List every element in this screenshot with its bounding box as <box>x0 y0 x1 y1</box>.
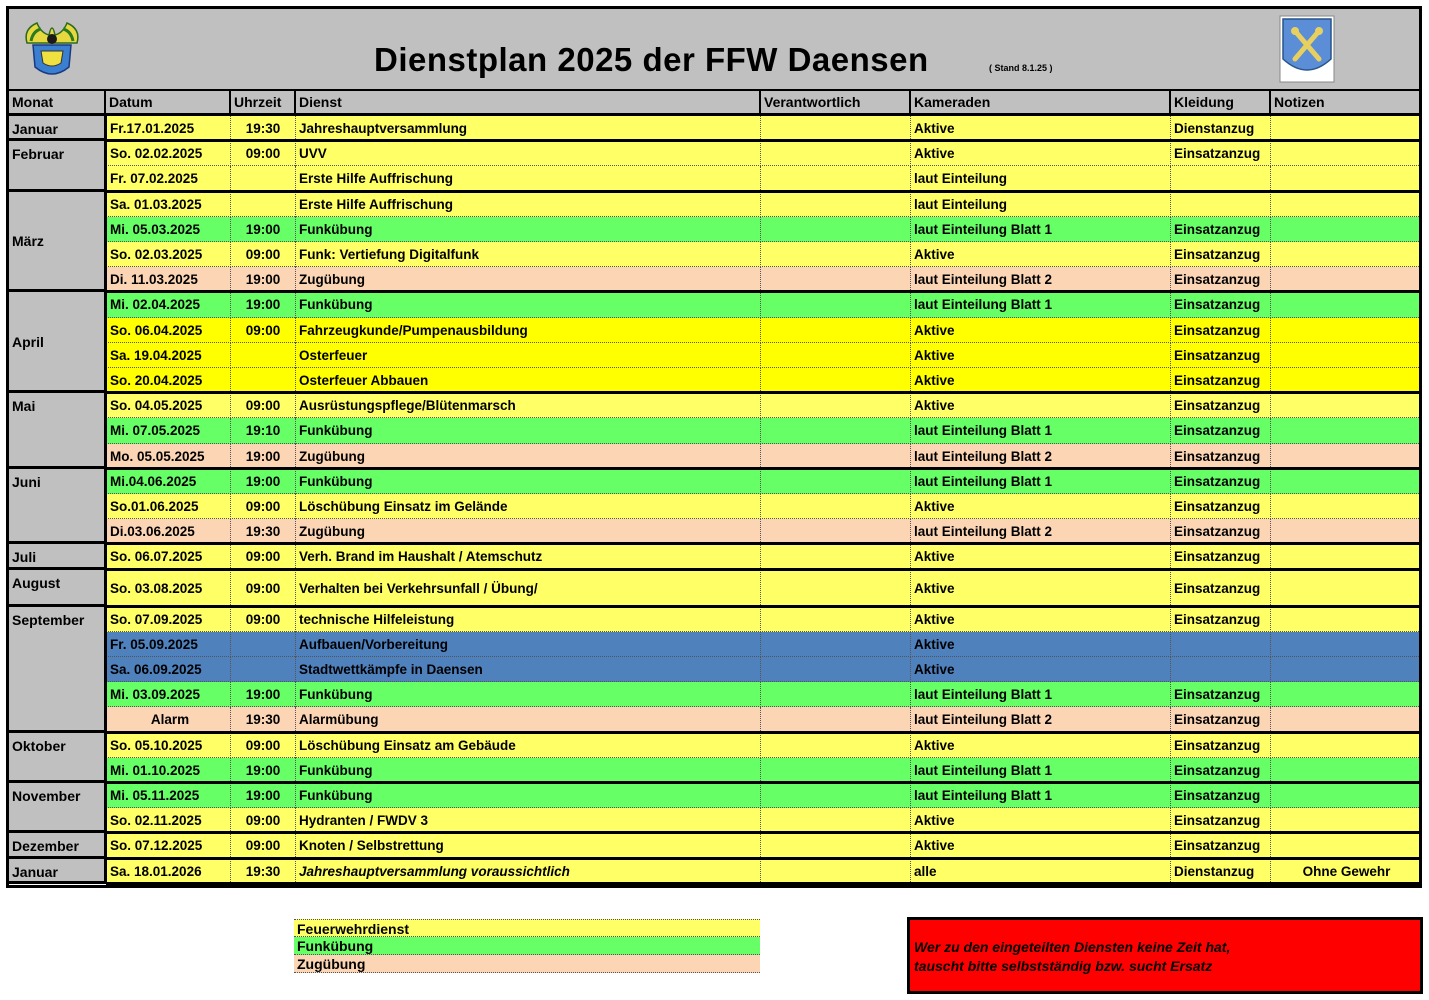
cell-uhrzeit: 09:00 <box>231 141 296 166</box>
cell-datum: Mo. 05.05.2025 <box>106 444 231 469</box>
cell-datum: Fr. 05.09.2025 <box>106 632 231 657</box>
cell-uhrzeit: 19:00 <box>231 292 296 317</box>
cell-verantwortlich <box>761 519 911 544</box>
dienstplan-sheet <box>6 6 1422 888</box>
table-row <box>106 292 1419 317</box>
cell-verantwortlich <box>761 494 911 519</box>
group-divider <box>106 467 1419 470</box>
cell-dienst: UVV <box>296 141 761 166</box>
cell-dienst: Zugübung <box>296 444 761 469</box>
month-label: Juli <box>9 544 106 569</box>
group-divider <box>106 568 1419 571</box>
cell-verantwortlich <box>761 758 911 783</box>
cell-kleidung: Einsatzanzug <box>1171 444 1271 469</box>
cell-kameraden: Aktive <box>911 318 1171 343</box>
cell-verantwortlich <box>761 444 911 469</box>
group-divider <box>106 781 1419 784</box>
cell-notizen <box>1271 368 1419 393</box>
cell-dienst: Löschübung Einsatz am Gebäude <box>296 733 761 758</box>
cell-dienst: Zugübung <box>296 267 761 292</box>
cell-kameraden: laut Einteilung <box>911 192 1171 217</box>
group-divider <box>106 605 1419 608</box>
cell-notizen <box>1271 242 1419 267</box>
cell-dienst: Fahrzeugkunde/Pumpenausbildung <box>296 318 761 343</box>
cell-verantwortlich <box>761 707 911 732</box>
cell-uhrzeit <box>231 368 296 393</box>
table-row <box>106 632 1419 657</box>
cell-uhrzeit: 09:00 <box>231 607 296 632</box>
table-row <box>106 707 1419 732</box>
cell-datum: Mi. 03.09.2025 <box>106 682 231 707</box>
cell-kameraden: Aktive <box>911 393 1171 418</box>
cell-uhrzeit: 09:00 <box>231 833 296 858</box>
cell-dienst: Funkübung <box>296 682 761 707</box>
cell-dienst: Stadtwettkämpfe in Daensen <box>296 657 761 682</box>
month-label: November <box>9 783 106 833</box>
table-row <box>106 166 1419 191</box>
cell-verantwortlich <box>761 318 911 343</box>
cell-uhrzeit: 19:00 <box>231 758 296 783</box>
cell-kleidung: Einsatzanzug <box>1171 393 1271 418</box>
cell-kameraden: laut Einteilung Blatt 2 <box>911 519 1171 544</box>
cell-dienst: Ausrüstungspflege/Blütenmarsch <box>296 393 761 418</box>
cell-dienst: Zugübung <box>296 519 761 544</box>
cell-kleidung <box>1171 192 1271 217</box>
header-verantwortlich: Verantwortlich <box>761 91 911 113</box>
cell-kameraden: Aktive <box>911 632 1171 657</box>
cell-dienst: Osterfeuer <box>296 343 761 368</box>
cell-datum: So. 04.05.2025 <box>106 393 231 418</box>
cell-verantwortlich <box>761 116 911 141</box>
district-crest-icon <box>1279 15 1335 83</box>
cell-kleidung: Dienstanzug <box>1171 859 1271 884</box>
cell-verantwortlich <box>761 242 911 267</box>
cell-datum: So. 07.12.2025 <box>106 833 231 858</box>
cell-notizen: Ohne Gewehr <box>1302 863 1391 879</box>
cell-uhrzeit: 09:00 <box>231 242 296 267</box>
cell-dienst: Funkübung <box>296 217 761 242</box>
cell-dienst: Erste Hilfe Auffrischung <box>296 166 761 191</box>
cell-datum: Mi. 02.04.2025 <box>106 292 231 317</box>
cell-datum: So. 02.11.2025 <box>106 808 231 833</box>
cell-kleidung: Einsatzanzug <box>1171 494 1271 519</box>
cell-dienst: Osterfeuer Abbauen <box>296 368 761 393</box>
cell-kleidung: Einsatzanzug <box>1171 758 1271 783</box>
cell-kleidung: Einsatzanzug <box>1171 544 1271 569</box>
cell-verantwortlich <box>761 859 911 884</box>
table-row <box>106 444 1419 469</box>
cell-kameraden: laut Einteilung Blatt 2 <box>911 444 1171 469</box>
cell-uhrzeit: 09:00 <box>231 494 296 519</box>
title-bar <box>9 9 1419 91</box>
table-row <box>106 783 1419 808</box>
cell-notizen <box>1271 833 1419 858</box>
cell-kameraden: alle <box>911 859 1171 884</box>
cell-uhrzeit: 09:00 <box>231 808 296 833</box>
cell-dienst: Funkübung <box>296 418 761 443</box>
cell-notizen <box>1271 141 1419 166</box>
cell-kameraden: laut Einteilung Blatt 1 <box>911 217 1171 242</box>
month-label: September <box>9 607 106 733</box>
cell-uhrzeit <box>231 192 296 217</box>
header-monat: Monat <box>9 91 106 113</box>
cell-notizen <box>1271 494 1419 519</box>
group-divider <box>106 139 1419 142</box>
cell-verantwortlich <box>761 783 911 808</box>
cell-notizen <box>1271 707 1419 732</box>
cell-notizen <box>1271 808 1419 833</box>
table-row <box>106 544 1419 569</box>
table-row <box>106 393 1419 418</box>
cell-notizen <box>1271 343 1419 368</box>
cell-kameraden: Aktive <box>911 343 1171 368</box>
cell-verantwortlich <box>761 682 911 707</box>
group-divider <box>106 882 1419 885</box>
cell-notizen <box>1271 267 1419 292</box>
table-row <box>106 318 1419 343</box>
cell-notizen <box>1271 444 1419 469</box>
cell-verantwortlich <box>761 368 911 393</box>
cell-uhrzeit <box>231 657 296 682</box>
cell-kleidung: Einsatzanzug <box>1171 267 1271 292</box>
cell-kameraden: Aktive <box>911 494 1171 519</box>
cell-dienst: technische Hilfeleistung <box>296 607 761 632</box>
table-row <box>106 657 1419 682</box>
month-label: April <box>9 292 106 393</box>
notice-line-1: Wer zu den eingeteilten Diensten keine Zeit hat, <box>914 939 1231 955</box>
cell-uhrzeit: 09:00 <box>231 570 296 607</box>
cell-datum: Sa. 01.03.2025 <box>106 192 231 217</box>
cell-datum: Alarm <box>106 707 231 732</box>
table-row <box>106 192 1419 217</box>
cell-datum: Mi. 01.10.2025 <box>106 758 231 783</box>
cell-datum: So. 07.09.2025 <box>106 607 231 632</box>
cell-verantwortlich <box>761 833 911 858</box>
cell-kleidung <box>1171 632 1271 657</box>
table-row <box>106 141 1419 166</box>
month-label: Februar <box>9 141 106 191</box>
month-label: März <box>9 192 106 293</box>
cell-dienst: Erste Hilfe Auffrischung <box>296 192 761 217</box>
cell-datum: So. 06.04.2025 <box>106 318 231 343</box>
month-label: Mai <box>9 393 106 469</box>
cell-dienst: Verh. Brand im Haushalt / Atemschutz <box>296 544 761 569</box>
cell-kleidung: Einsatzanzug <box>1171 607 1271 632</box>
cell-notizen <box>1271 469 1419 494</box>
table-row <box>106 343 1419 368</box>
cell-uhrzeit: 19:30 <box>231 859 296 884</box>
cell-verantwortlich <box>761 217 911 242</box>
cell-uhrzeit <box>231 166 296 191</box>
group-divider <box>106 542 1419 545</box>
cell-datum: So. 02.02.2025 <box>106 141 231 166</box>
table-row <box>106 859 1419 884</box>
cell-notizen <box>1271 544 1419 569</box>
table-row <box>106 217 1419 242</box>
table-row <box>106 833 1419 858</box>
cell-datum: So. 06.07.2025 <box>106 544 231 569</box>
table-row <box>106 242 1419 267</box>
cell-notizen <box>1271 519 1419 544</box>
legend-funkuebung: Funkübung <box>294 937 760 955</box>
cell-verantwortlich <box>761 632 911 657</box>
cell-notizen <box>1271 607 1419 632</box>
cell-datum: Mi. 07.05.2025 <box>106 418 231 443</box>
table-row <box>106 267 1419 292</box>
cell-uhrzeit <box>231 632 296 657</box>
cell-dienst: Funkübung <box>296 758 761 783</box>
group-divider <box>106 290 1419 293</box>
cell-kameraden: Aktive <box>911 141 1171 166</box>
cell-verantwortlich <box>761 733 911 758</box>
cell-kameraden: Aktive <box>911 607 1171 632</box>
cell-kleidung: Einsatzanzug <box>1171 368 1271 393</box>
cell-datum: Mi.04.06.2025 <box>106 469 231 494</box>
cell-notizen <box>1271 632 1419 657</box>
cell-dienst: Funk: Vertiefung Digitalfunk <box>296 242 761 267</box>
group-divider <box>106 731 1419 734</box>
cell-kleidung: Einsatzanzug <box>1171 292 1271 317</box>
cell-dienst: Jahreshauptversammlung voraussichtlich <box>296 859 761 884</box>
cell-kleidung: Einsatzanzug <box>1171 570 1271 607</box>
cell-datum: Fr. 07.02.2025 <box>106 166 231 191</box>
cell-dienst: Funkübung <box>296 783 761 808</box>
cell-verantwortlich <box>761 343 911 368</box>
legend-zuguebung: Zugübung <box>294 955 760 973</box>
cell-datum: So. 03.08.2025 <box>106 570 231 607</box>
cell-verantwortlich <box>761 267 911 292</box>
cell-kameraden: Aktive <box>911 733 1171 758</box>
cell-kameraden: Aktive <box>911 657 1171 682</box>
cell-notizen <box>1271 570 1419 607</box>
cell-verantwortlich <box>761 292 911 317</box>
cell-uhrzeit: 09:00 <box>231 544 296 569</box>
cell-dienst: Knoten / Selbstrettung <box>296 833 761 858</box>
cell-uhrzeit: 19:30 <box>231 519 296 544</box>
cell-kameraden: Aktive <box>911 242 1171 267</box>
cell-uhrzeit: 19:00 <box>231 444 296 469</box>
cell-kleidung: Einsatzanzug <box>1171 469 1271 494</box>
cell-datum: So. 20.04.2025 <box>106 368 231 393</box>
cell-datum: Sa. 06.09.2025 <box>106 657 231 682</box>
month-label: Dezember <box>9 833 106 858</box>
cell-kleidung <box>1171 657 1271 682</box>
cell-notizen <box>1271 192 1419 217</box>
cell-notizen <box>1271 318 1419 343</box>
cell-dienst: Alarmübung <box>296 707 761 732</box>
cell-dienst: Löschübung Einsatz im Gelände <box>296 494 761 519</box>
cell-verantwortlich <box>761 544 911 569</box>
cell-uhrzeit: 19:00 <box>231 267 296 292</box>
cell-datum: So. 05.10.2025 <box>106 733 231 758</box>
cell-kleidung: Einsatzanzug <box>1171 682 1271 707</box>
group-divider <box>106 831 1419 834</box>
cell-notizen <box>1271 682 1419 707</box>
cell-notizen <box>1271 217 1419 242</box>
cell-notizen <box>1271 116 1419 141</box>
table-row <box>106 733 1419 758</box>
cell-verantwortlich <box>761 469 911 494</box>
cell-verantwortlich <box>761 418 911 443</box>
cell-datum: Fr.17.01.2025 <box>106 116 231 141</box>
cell-uhrzeit: 09:00 <box>231 733 296 758</box>
table-row <box>106 808 1419 833</box>
cell-kameraden: laut Einteilung Blatt 1 <box>911 292 1171 317</box>
cell-datum: Sa. 18.01.2026 <box>106 859 231 884</box>
cell-kameraden: laut Einteilung Blatt 1 <box>911 758 1171 783</box>
cell-kameraden: laut Einteilung Blatt 2 <box>911 267 1171 292</box>
table-row <box>106 758 1419 783</box>
cell-datum: Mi. 05.03.2025 <box>106 217 231 242</box>
cell-uhrzeit: 09:00 <box>231 318 296 343</box>
month-label: Juni <box>9 469 106 545</box>
cell-kameraden: Aktive <box>911 116 1171 141</box>
cell-datum: Sa. 19.04.2025 <box>106 343 231 368</box>
cell-uhrzeit <box>231 343 296 368</box>
notice-box <box>907 917 1423 994</box>
cell-dienst: Verhalten bei Verkehrsunfall / Übung/ <box>296 570 761 607</box>
header-kleidung: Kleidung <box>1171 91 1271 113</box>
cell-kleidung: Einsatzanzug <box>1171 707 1271 732</box>
cell-datum: Mi. 05.11.2025 <box>106 783 231 808</box>
cell-kleidung: Einsatzanzug <box>1171 217 1271 242</box>
cell-datum: Di.03.06.2025 <box>106 519 231 544</box>
header-uhrzeit: Uhrzeit <box>231 91 296 113</box>
table-row <box>106 519 1419 544</box>
cell-notizen <box>1271 393 1419 418</box>
header-kameraden: Kameraden <box>911 91 1171 113</box>
daensen-crest-icon <box>19 17 85 83</box>
cell-kameraden: laut Einteilung Blatt 1 <box>911 418 1171 443</box>
cell-uhrzeit: 19:00 <box>231 217 296 242</box>
header-datum: Datum <box>106 91 231 113</box>
cell-kleidung: Einsatzanzug <box>1171 141 1271 166</box>
cell-dienst: Funkübung <box>296 292 761 317</box>
table-row <box>106 116 1419 141</box>
cell-kameraden: laut Einteilung <box>911 166 1171 191</box>
cell-uhrzeit: 19:00 <box>231 682 296 707</box>
group-divider <box>106 190 1419 193</box>
cell-datum: So.01.06.2025 <box>106 494 231 519</box>
table-row <box>106 682 1419 707</box>
cell-dienst: Jahreshauptversammlung <box>296 116 761 141</box>
cell-verantwortlich <box>761 166 911 191</box>
table-header <box>9 91 1419 116</box>
cell-kleidung: Dienstanzug <box>1171 116 1271 141</box>
cell-verantwortlich <box>761 393 911 418</box>
cell-verantwortlich <box>761 607 911 632</box>
cell-uhrzeit: 09:00 <box>231 393 296 418</box>
cell-notizen <box>1271 783 1419 808</box>
cell-kleidung: Einsatzanzug <box>1171 808 1271 833</box>
table-row <box>106 418 1419 443</box>
month-label: Januar <box>9 859 106 884</box>
cell-notizen <box>1271 418 1419 443</box>
table-row <box>106 607 1419 632</box>
cell-verantwortlich <box>761 657 911 682</box>
cell-verantwortlich <box>761 192 911 217</box>
stand-date: ( Stand 8.1.25 ) <box>989 63 1053 73</box>
cell-verantwortlich <box>761 808 911 833</box>
cell-kleidung: Einsatzanzug <box>1171 343 1271 368</box>
cell-kameraden: Aktive <box>911 808 1171 833</box>
legend <box>294 919 760 973</box>
table-row <box>106 469 1419 494</box>
cell-kameraden: laut Einteilung Blatt 1 <box>911 682 1171 707</box>
month-label: Januar <box>9 116 106 141</box>
cell-kleidung <box>1171 166 1271 191</box>
cell-verantwortlich <box>761 141 911 166</box>
cell-kleidung: Einsatzanzug <box>1171 783 1271 808</box>
cell-dienst: Aufbauen/Vorbereitung <box>296 632 761 657</box>
header-notizen: Notizen <box>1274 94 1325 110</box>
cell-uhrzeit: 19:30 <box>231 116 296 141</box>
header-dienst: Dienst <box>296 91 761 113</box>
cell-kameraden: Aktive <box>911 570 1171 607</box>
cell-datum: Di. 11.03.2025 <box>106 267 231 292</box>
table-row <box>106 570 1419 607</box>
cell-uhrzeit: 19:00 <box>231 469 296 494</box>
notice-line-2: tauscht bitte selbstständig bzw. sucht Ersatz <box>914 958 1213 974</box>
cell-kleidung: Einsatzanzug <box>1171 418 1271 443</box>
cell-notizen <box>1271 657 1419 682</box>
cell-kleidung: Einsatzanzug <box>1171 318 1271 343</box>
cell-verantwortlich <box>761 570 911 607</box>
table-row <box>106 368 1419 393</box>
cell-datum: So. 02.03.2025 <box>106 242 231 267</box>
month-label: August <box>9 570 106 607</box>
cell-uhrzeit: 19:00 <box>231 783 296 808</box>
cell-kameraden: Aktive <box>911 368 1171 393</box>
cell-notizen <box>1271 166 1419 191</box>
group-divider <box>106 857 1419 860</box>
cell-kleidung: Einsatzanzug <box>1171 833 1271 858</box>
cell-kameraden: laut Einteilung Blatt 2 <box>911 707 1171 732</box>
page-title: Dienstplan 2025 der FFW Daensen <box>374 41 929 78</box>
month-label: Oktober <box>9 733 106 783</box>
cell-kleidung: Einsatzanzug <box>1171 519 1271 544</box>
cell-uhrzeit: 19:30 <box>231 707 296 732</box>
cell-notizen <box>1271 758 1419 783</box>
legend-feuerwehrdienst: Feuerwehrdienst <box>294 919 760 937</box>
cell-notizen <box>1271 292 1419 317</box>
cell-kleidung: Einsatzanzug <box>1171 242 1271 267</box>
group-divider <box>106 391 1419 394</box>
cell-kleidung: Einsatzanzug <box>1171 733 1271 758</box>
cell-kameraden: laut Einteilung Blatt 1 <box>911 783 1171 808</box>
cell-dienst: Funkübung <box>296 469 761 494</box>
cell-kameraden: Aktive <box>911 544 1171 569</box>
cell-uhrzeit: 19:10 <box>231 418 296 443</box>
cell-kameraden: laut Einteilung Blatt 1 <box>911 469 1171 494</box>
cell-kameraden: Aktive <box>911 833 1171 858</box>
cell-notizen <box>1271 733 1419 758</box>
table-row <box>106 494 1419 519</box>
cell-dienst: Hydranten / FWDV 3 <box>296 808 761 833</box>
